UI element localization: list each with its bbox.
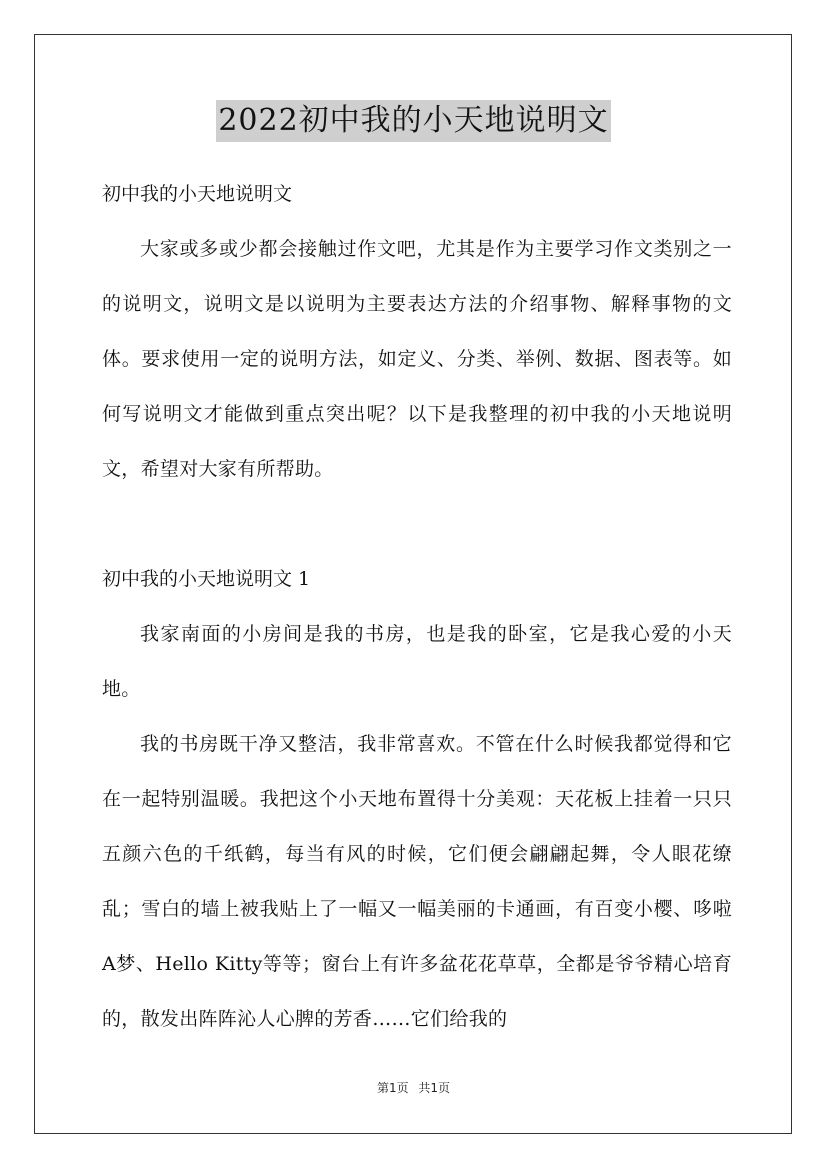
document-title: 2022初中我的小天地说明文 xyxy=(216,100,610,142)
section-1-paragraph-2: 我的书房既干净又整洁，我非常喜欢。不管在什么时候我都觉得和它在一起特别温暖。我把这个小天地布置得十分美观：天花板上挂着一只只五颜六色的千纸鹤，每当有风的时候，它们便会翩翩起舞，令人眼花缭乱；雪白的墙上被我贴上了一幅又一幅美丽的卡通画，有百变小樱、哆啦A梦、Hello Kitty等等；窗台上有许多盆花花草草，全都是爷爷精心培育的，散发出阵阵沁人心脾的芳香……它们给我的 xyxy=(102,733,732,1030)
page-number-current: 第1页 xyxy=(376,1081,409,1095)
document-body xyxy=(102,167,732,1047)
page-footer xyxy=(0,1080,827,1096)
section-1-paragraph-1: 我家南面的小房间是我的书房，也是我的卧室，它是我心爱的小天地。 xyxy=(102,623,732,700)
intro-paragraph: 大家或多或少都会接触过作文吧，尤其是作为主要学习作文类别之一的说明文，说明文是以说明为主要表达方法的介绍事物、解释事物的文体。要求使用一定的说明方法，如定义、分类、举例、数据、图表等。如何写说明文才能做到重点突出呢？以下是我整理的初中我的小天地说明文，希望对大家有所帮助。 xyxy=(102,238,732,480)
page-number-total: 共1页 xyxy=(418,1081,451,1095)
title-container xyxy=(0,100,827,142)
blank-line xyxy=(102,497,732,552)
intro-heading: 初中我的小天地说明文 xyxy=(102,183,293,205)
section-1-heading: 初中我的小天地说明文 1 xyxy=(102,568,311,590)
